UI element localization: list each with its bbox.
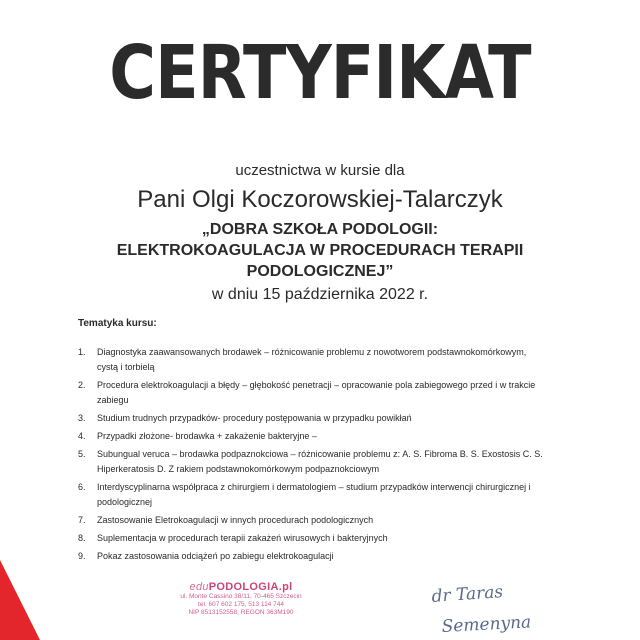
list-item-number: 9. xyxy=(78,551,86,561)
certificate-title: CERTYFIKAT xyxy=(109,30,531,116)
list-item-number: 6. xyxy=(78,482,86,492)
topics-list xyxy=(78,345,578,567)
list-item-text: zabiegu xyxy=(97,395,129,405)
list-item-text: Subungual veruca – brodawka podpaznokciowa – różnicowanie problemu z: A. S. Fibroma B. S. Exostosis C. S. xyxy=(97,449,543,459)
list-item-text: Suplementacja w procedurach terapii zakażeń wirusowych i bakteryjnych xyxy=(97,533,388,543)
list-item-number: 1. xyxy=(78,347,86,357)
list-item xyxy=(78,513,578,528)
list-item-number: 5. xyxy=(78,449,86,459)
course-title-line: ELEKTROKOAGULACJA W PROCEDURACH TERAPII xyxy=(116,242,524,259)
svg-text:dr Taras: dr Taras xyxy=(430,582,504,607)
list-item xyxy=(78,531,578,546)
course-date: w dniu 15 października 2022 r. xyxy=(211,286,429,303)
course-title-line: „DOBRA SZKOŁA PODOLOGII: xyxy=(201,221,439,238)
course-title-line: PODOLOGICZNEJ” xyxy=(246,263,394,280)
stamp-logo xyxy=(168,581,314,593)
list-item-text: Przypadki złożone- brodawka + zakażenie bakteryjne – xyxy=(97,431,317,441)
list-item-text: Pokaz zastosowania odciążeń po zabiegu elektrokoagulacji xyxy=(97,551,334,561)
list-item xyxy=(78,447,578,477)
topics-heading: Tematyka kursu: xyxy=(78,318,157,329)
list-item-number: 8. xyxy=(78,533,86,543)
list-item xyxy=(78,549,578,564)
list-item-number: 4. xyxy=(78,431,86,441)
list-item xyxy=(78,429,578,444)
svg-text:Semenyna: Semenyna xyxy=(441,612,532,637)
certificate-subtitle: uczestnictwa w kursie dla xyxy=(235,162,405,179)
handwritten-signature xyxy=(428,578,578,640)
list-item xyxy=(78,378,578,408)
stamp-logo-prefix: edu xyxy=(189,581,209,593)
list-item xyxy=(78,411,578,426)
company-stamp xyxy=(168,581,314,617)
list-item-text: Studium trudnych przypadków- procedury postępowania w przypadku powikłań xyxy=(97,413,412,423)
stamp-nip: NIP 8513152558, REGON 363M190 xyxy=(188,609,294,616)
list-item-text: Procedura elektrokoagulacji a błędy – głębokość penetracji – opracowanie pola zabiegowego przed i w trakcie xyxy=(97,380,536,390)
course-title xyxy=(40,219,600,282)
recipient-name: Pani Olgi Koczorowskiej-Talarczyk xyxy=(137,186,503,213)
list-item-text: Hiperkeratosis D. Z rakiem podstawnokomórkowym podpaznokciowym xyxy=(97,464,380,474)
stamp-phone: tel. 607 602 175, 513 114 744 xyxy=(198,601,284,608)
list-item-text: cystą i torbielą xyxy=(97,362,155,372)
list-item-number: 3. xyxy=(78,413,86,423)
list-item-text: Zastosowanie Eletrokoagulacji w innych procedurach podologicznych xyxy=(97,515,374,525)
list-item-number: 7. xyxy=(78,515,86,525)
list-item-text: Diagnostyka zaawansowanych brodawek – różnicowanie problemu z nowotworem podstawnokomórkowym, xyxy=(97,347,527,357)
list-item-text: Interdyscyplinarna współpraca z chirurgiem i dermatologiem – studium przypadków interwencji chirurgicznej i xyxy=(97,482,531,492)
stamp-address: ul. Monte Cassino 38/11, 70-465 Szczecin xyxy=(180,593,302,600)
red-corner-decoration xyxy=(0,560,40,640)
list-item-text: podologicznej xyxy=(97,497,153,507)
list-item xyxy=(78,345,578,375)
list-item xyxy=(78,480,578,510)
list-item-number: 2. xyxy=(78,380,86,390)
stamp-logo-main: PODOLOGIA.pl xyxy=(208,581,293,593)
